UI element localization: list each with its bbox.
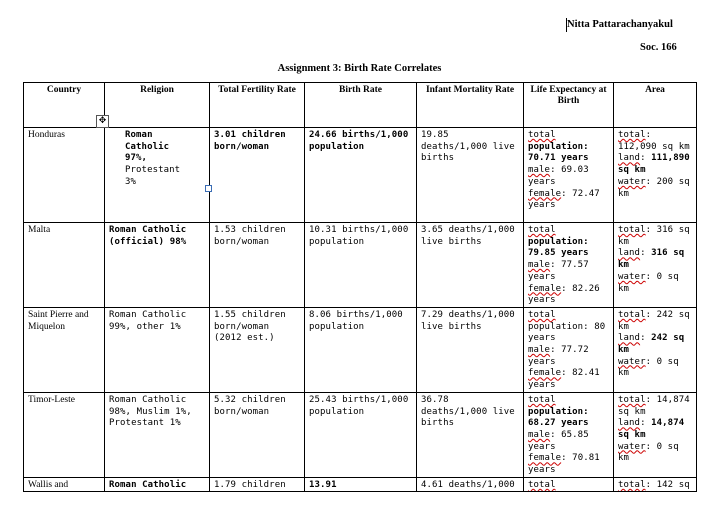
table-row: [24, 128, 697, 223]
fertility-cell[interactable]: 1.79 children: [210, 477, 305, 492]
fertility-cell[interactable]: 5.32 children born/woman: [210, 392, 305, 477]
column-header[interactable]: Area: [614, 83, 697, 128]
country-cell[interactable]: Timor-Leste: [24, 392, 105, 477]
life-female-value: 82.26 years: [528, 283, 600, 306]
religion-text: Protestant: [125, 165, 181, 176]
life-total-value: population: 70.71 years: [528, 141, 589, 164]
area-land-value: 316 sq km: [618, 248, 685, 271]
area-cell[interactable]: total: 142 sq: [614, 477, 697, 492]
country-cell[interactable]: Wallis and: [24, 477, 105, 492]
column-header[interactable]: Country: [24, 83, 105, 128]
author-name[interactable]: Nitta Pattarachanyakul: [567, 19, 673, 30]
area-total-value: 242 sq km: [618, 309, 690, 332]
column-header[interactable]: Total Fertility Rate: [210, 83, 305, 128]
image-resize-handle[interactable]: [205, 185, 212, 192]
infant-mortality-cell[interactable]: 3.65 deaths/1,000 live births: [417, 223, 524, 308]
birth-rate-cell[interactable]: 13.91: [305, 477, 417, 492]
religion-cell[interactable]: Roman Catholic 99%, other 1%: [105, 307, 210, 392]
course-code[interactable]: Soc. 166: [640, 42, 677, 53]
area-land-label: land: [618, 153, 641, 164]
area-land-value: 111,890 sq km: [618, 153, 690, 176]
life-male-label: male: [528, 345, 551, 356]
life-male-label: male: [528, 260, 551, 271]
area-water-label: water: [618, 441, 646, 452]
column-header[interactable]: Life Expectancy at Birth: [524, 83, 614, 128]
life-total-label: total: [528, 479, 556, 490]
country-cell[interactable]: Honduras: [24, 128, 105, 223]
life-female-value: 72.47 years: [528, 188, 600, 211]
area-total-label: total: [618, 130, 646, 140]
area-total-label: total: [618, 394, 646, 405]
fertility-cell[interactable]: 3.01 children born/woman: [210, 128, 305, 223]
column-header[interactable]: Religion: [105, 83, 210, 128]
table-row: [24, 477, 697, 492]
table-move-handle-icon[interactable]: ✥: [96, 115, 109, 128]
area-water-value: 0 sq km: [618, 441, 679, 464]
life-total-value: population: 79.85 years: [528, 236, 589, 259]
life-female-label: female: [528, 283, 562, 294]
birth-rate-cell[interactable]: [305, 128, 417, 223]
religion-text: 3%: [125, 176, 137, 187]
country-cell[interactable]: Saint Pierre and Miquelon: [24, 307, 105, 392]
life-female-value: 82.41 years: [528, 368, 600, 391]
religion-text: Roman: [125, 130, 153, 140]
area-cell[interactable]: total: 316 sq km land: 316 sq km water: 0 sq km: [614, 223, 697, 308]
life-female-label: female: [528, 188, 562, 199]
life-male-value: 77.72 years: [528, 345, 589, 367]
birth-rate-table[interactable]: [23, 82, 697, 492]
area-water-label: water: [618, 271, 646, 282]
life-female-label: female: [528, 368, 562, 379]
life-female-value: 70.81 years: [528, 453, 600, 476]
infant-mortality-cell[interactable]: [417, 128, 524, 223]
column-header[interactable]: Infant Mortality Rate: [417, 83, 524, 128]
birth-rate-cell[interactable]: 8.06 births/1,000 population: [305, 307, 417, 392]
area-cell[interactable]: total: 112,090 sq km land: 111,890 sq km water: 200 sq km: [614, 128, 697, 223]
area-land-label: land: [618, 418, 641, 429]
area-water-label: water: [618, 356, 646, 367]
area-cell[interactable]: total: 242 sq km land: 242 sq km water: 0 sq km: [614, 307, 697, 392]
life-male-label: male: [528, 429, 551, 440]
infant-mortality-cell[interactable]: 4.61 deaths/1,000: [417, 477, 524, 492]
column-header[interactable]: Birth Rate: [305, 83, 417, 128]
life-male-value: 69.03 years: [528, 165, 589, 187]
life-male-value: 65.85 years: [528, 429, 589, 452]
infant-mortality-text: 19.85 deaths/1,000 live births: [421, 130, 515, 164]
life-expectancy-cell[interactable]: [524, 477, 614, 492]
life-expectancy-cell[interactable]: total population: 80 years male: 77.72 years female: 82.41 years: [524, 307, 614, 392]
religion-cell[interactable]: Roman Catholic 98%, Muslim 1%, Protestant 1%: [105, 392, 210, 477]
area-land-label: land: [618, 333, 641, 344]
area-total-value: 316 sq km: [618, 225, 690, 247]
life-expectancy-cell[interactable]: total population: 68.27 years male: 65.85 years female: 70.81 years: [524, 392, 614, 477]
area-total-value: 112,090 sq km: [618, 141, 690, 152]
religion-cell[interactable]: Roman Catholic (official) 98%: [105, 223, 210, 308]
religion-cell[interactable]: Roman Catholic: [105, 477, 210, 492]
area-water-label: water: [618, 176, 646, 187]
life-total-label: total: [528, 394, 556, 405]
birth-rate-text: 24.66 births/1,000 population: [309, 130, 409, 152]
infant-mortality-cell[interactable]: 7.29 deaths/1,000 live births: [417, 307, 524, 392]
life-total-value: population: 80 years: [528, 321, 606, 344]
table-row: [24, 223, 697, 308]
religion-text: Catholic: [125, 141, 170, 152]
birth-rate-cell[interactable]: 25.43 births/1,000 population: [305, 392, 417, 477]
document-title[interactable]: Assignment 3: Birth Rate Correlates: [277, 63, 442, 74]
table-row: [24, 392, 697, 477]
life-total-label: total: [528, 309, 556, 320]
life-expectancy-cell[interactable]: total population: 70.71 years male: 69.03 years female: 72.47 years: [524, 128, 614, 223]
area-total-value: 142 sq: [656, 479, 690, 490]
area-total-value: 14,874 sq km: [618, 394, 690, 417]
area-land-label: land: [618, 248, 641, 259]
area-water-value: 0 sq km: [618, 356, 679, 379]
life-male-value: 77.57 years: [528, 260, 589, 282]
area-water-value: 0 sq km: [618, 271, 679, 294]
birth-rate-cell[interactable]: 10.31 births/1,000 population: [305, 223, 417, 308]
area-land-value: 14,874 sq km: [618, 418, 685, 440]
table-row: [24, 307, 697, 392]
life-expectancy-cell[interactable]: total population: 79.85 years male: 77.57 years female: 82.26 years: [524, 223, 614, 308]
religion-text: 97%,: [125, 153, 148, 164]
life-female-label: female: [528, 453, 562, 464]
area-total-label: total: [618, 225, 646, 235]
area-cell[interactable]: total: 14,874 sq km land: 14,874 sq km water: 0 sq km: [614, 392, 697, 477]
fertility-cell[interactable]: 1.53 children born/woman: [210, 223, 305, 308]
religion-cell[interactable]: [105, 128, 210, 223]
area-water-value: 200 sq km: [618, 176, 690, 199]
life-total-label: total: [528, 225, 556, 235]
fertility-cell[interactable]: 1.55 children born/woman (2012 est.): [210, 307, 305, 392]
infant-mortality-cell[interactable]: 36.78 deaths/1,000 live births: [417, 392, 524, 477]
area-total-label: total: [618, 479, 646, 490]
area-land-value: 242 sq km: [618, 333, 685, 356]
life-total-value: population: 68.27 years: [528, 406, 589, 429]
life-total-label: total: [528, 130, 556, 140]
area-total-label: total: [618, 309, 646, 320]
country-cell[interactable]: Malta: [24, 223, 105, 308]
table-header-row: [24, 83, 697, 128]
life-male-label: male: [528, 165, 551, 176]
